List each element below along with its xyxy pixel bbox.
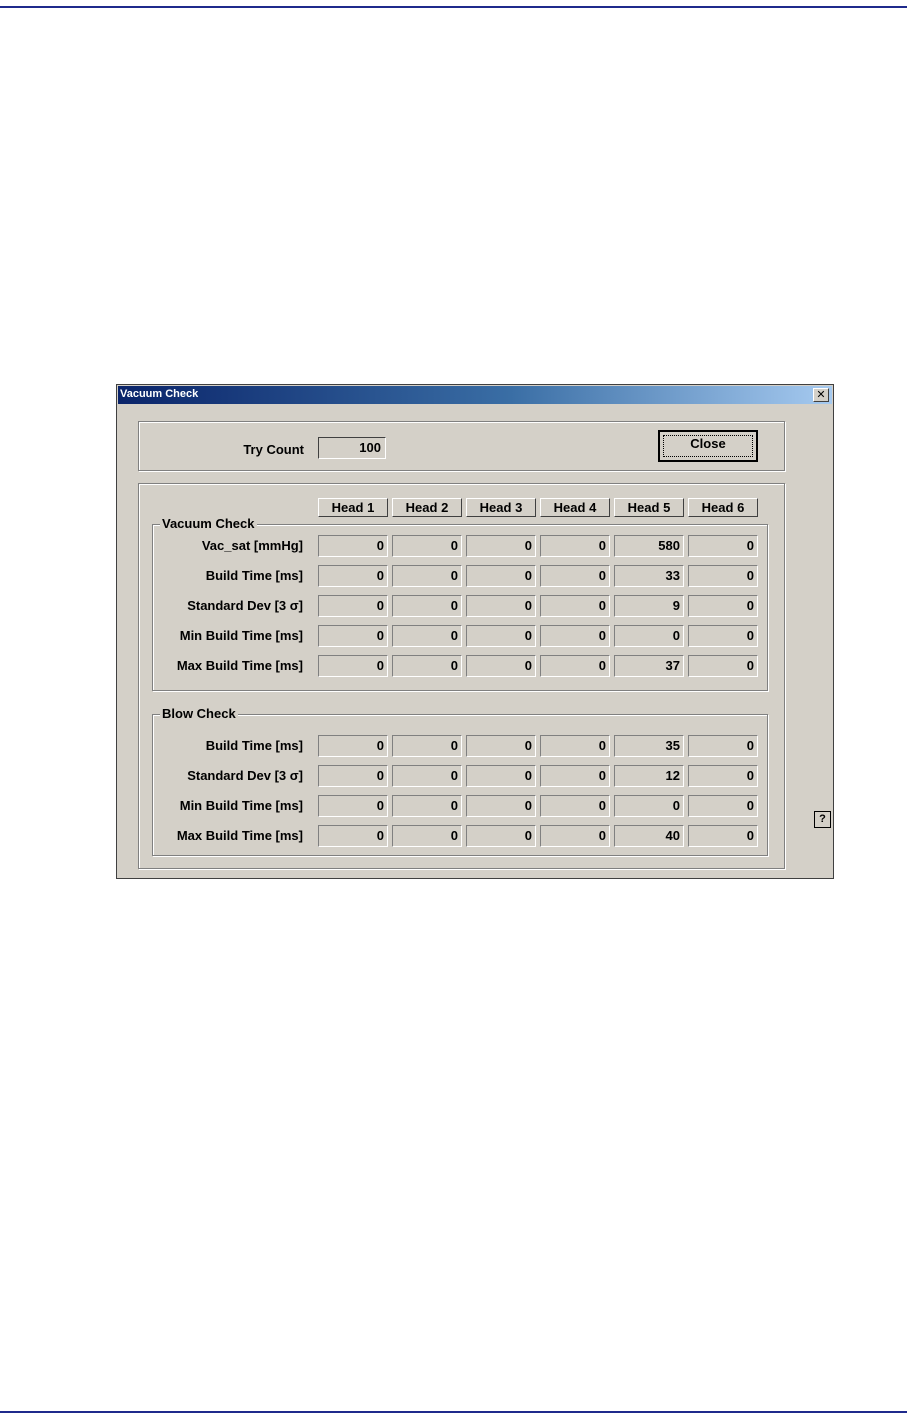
value-field-head-1[interactable]: 0	[318, 625, 388, 647]
value-field-head-4[interactable]: 0	[540, 655, 610, 677]
value-field-head-6[interactable]: 0	[688, 595, 758, 617]
value-field-head-4[interactable]: 0	[540, 625, 610, 647]
head-4-header: Head 4	[540, 498, 610, 517]
head-5-header: Head 5	[614, 498, 684, 517]
close-icon[interactable]: ✕	[813, 388, 829, 402]
value-field-head-6[interactable]: 0	[688, 825, 758, 847]
value-field-head-5[interactable]: 580	[614, 535, 684, 557]
value-field-head-2[interactable]: 0	[392, 735, 462, 757]
row-label: Min Build Time [ms]	[179, 798, 303, 813]
value-field-head-1[interactable]: 0	[318, 595, 388, 617]
close-button[interactable]: Close	[658, 430, 758, 462]
value-field-head-3[interactable]: 0	[466, 565, 536, 587]
value-field-head-2[interactable]: 0	[392, 825, 462, 847]
blow-check-group-title: Blow Check	[162, 706, 236, 721]
value-field-head-3[interactable]: 0	[466, 625, 536, 647]
value-field-head-5[interactable]: 12	[614, 765, 684, 787]
value-field-head-5[interactable]: 33	[614, 565, 684, 587]
row-label: Standard Dev [3 σ]	[187, 598, 303, 613]
value-field-head-2[interactable]: 0	[392, 655, 462, 677]
value-field-head-4[interactable]: 0	[540, 735, 610, 757]
value-field-head-4[interactable]: 0	[540, 825, 610, 847]
value-field-head-3[interactable]: 0	[466, 765, 536, 787]
value-field-head-2[interactable]: 0	[392, 535, 462, 557]
title-bar[interactable]	[118, 386, 832, 404]
value-field-head-1[interactable]: 0	[318, 825, 388, 847]
value-field-head-4[interactable]: 0	[540, 795, 610, 817]
value-field-head-3[interactable]: 0	[466, 655, 536, 677]
page-top-rule	[0, 6, 907, 8]
head-6-header: Head 6	[688, 498, 758, 517]
value-field-head-4[interactable]: 0	[540, 535, 610, 557]
row-label: Vac_sat [mmHg]	[201, 538, 303, 553]
try-count-label: Try Count	[243, 442, 304, 457]
vacuum-check-group-title: Vacuum Check	[162, 516, 255, 531]
page-bottom-rule	[0, 1411, 907, 1413]
value-field-head-2[interactable]: 0	[392, 765, 462, 787]
row-label: Min Build Time [ms]	[179, 628, 303, 643]
row-label: Max Build Time [ms]	[176, 828, 303, 843]
value-field-head-4[interactable]: 0	[540, 765, 610, 787]
value-field-head-1[interactable]: 0	[318, 735, 388, 757]
value-field-head-3[interactable]: 0	[466, 735, 536, 757]
value-field-head-5[interactable]: 0	[614, 625, 684, 647]
row-label: Max Build Time [ms]	[176, 658, 303, 673]
value-field-head-4[interactable]: 0	[540, 565, 610, 587]
value-field-head-3[interactable]: 0	[466, 595, 536, 617]
try-count-field[interactable]: 100	[318, 437, 386, 459]
value-field-head-6[interactable]: 0	[688, 735, 758, 757]
head-3-header: Head 3	[466, 498, 536, 517]
value-field-head-5[interactable]: 9	[614, 595, 684, 617]
help-button[interactable]: ?	[814, 811, 831, 828]
row-label: Build Time [ms]	[205, 738, 303, 753]
value-field-head-5[interactable]: 35	[614, 735, 684, 757]
value-field-head-6[interactable]: 0	[688, 765, 758, 787]
value-field-head-6[interactable]: 0	[688, 655, 758, 677]
value-field-head-1[interactable]: 0	[318, 795, 388, 817]
row-label: Build Time [ms]	[205, 568, 303, 583]
head-1-header: Head 1	[318, 498, 388, 517]
value-field-head-2[interactable]: 0	[392, 595, 462, 617]
value-field-head-6[interactable]: 0	[688, 795, 758, 817]
value-field-head-2[interactable]: 0	[392, 565, 462, 587]
row-label: Standard Dev [3 σ]	[187, 768, 303, 783]
value-field-head-5[interactable]: 0	[614, 795, 684, 817]
value-field-head-1[interactable]: 0	[318, 565, 388, 587]
value-field-head-3[interactable]: 0	[466, 535, 536, 557]
value-field-head-3[interactable]: 0	[466, 825, 536, 847]
value-field-head-2[interactable]: 0	[392, 625, 462, 647]
value-field-head-2[interactable]: 0	[392, 795, 462, 817]
value-field-head-3[interactable]: 0	[466, 795, 536, 817]
vacuum-check-dialog	[116, 384, 834, 879]
value-field-head-4[interactable]: 0	[540, 595, 610, 617]
value-field-head-1[interactable]: 0	[318, 765, 388, 787]
value-field-head-5[interactable]: 37	[614, 655, 684, 677]
head-2-header: Head 2	[392, 498, 462, 517]
value-field-head-6[interactable]: 0	[688, 535, 758, 557]
dialog-title: Vacuum Check	[120, 388, 199, 400]
value-field-head-1[interactable]: 0	[318, 655, 388, 677]
value-field-head-1[interactable]: 0	[318, 535, 388, 557]
value-field-head-6[interactable]: 0	[688, 565, 758, 587]
value-field-head-6[interactable]: 0	[688, 625, 758, 647]
value-field-head-5[interactable]: 40	[614, 825, 684, 847]
